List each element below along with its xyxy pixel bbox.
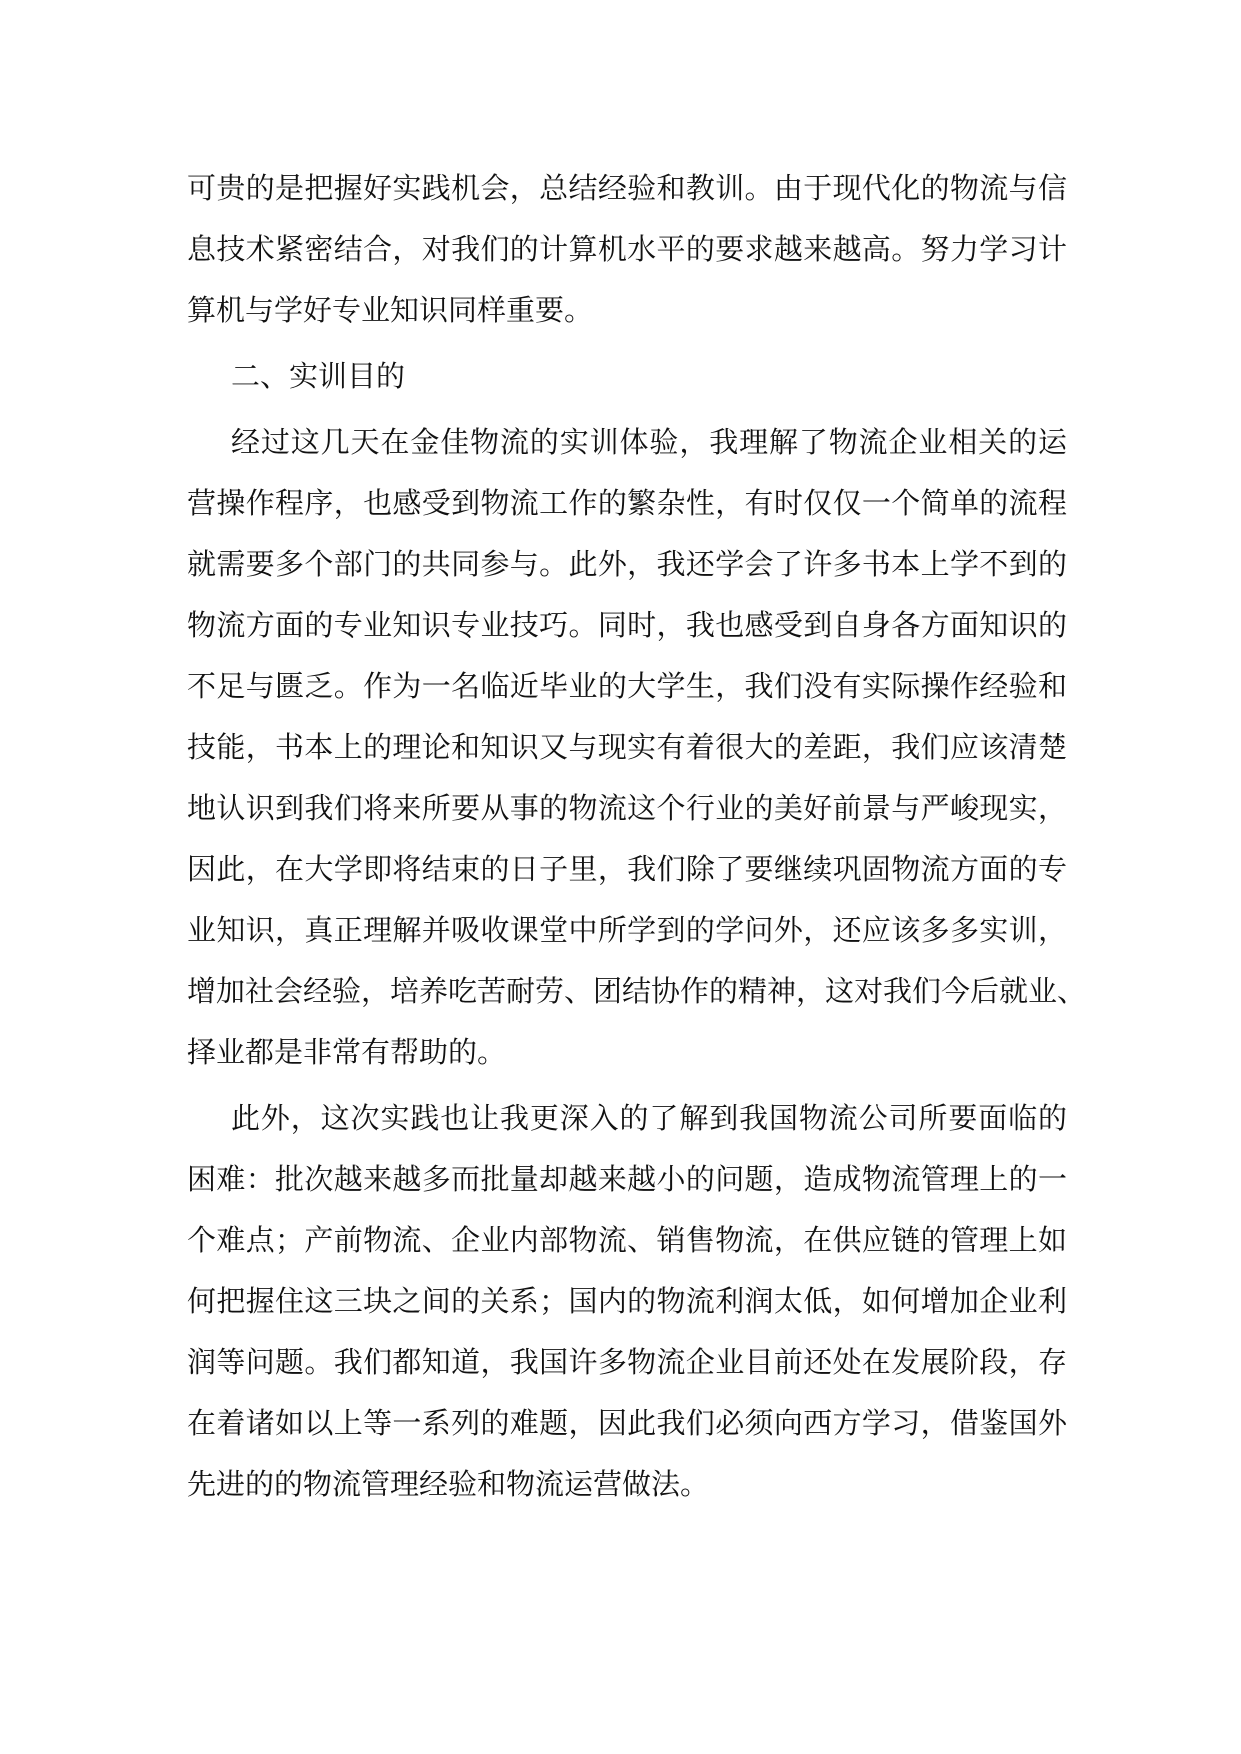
text-line: 可贵的是把握好实践机会，总结经验和教训。由于现代化的物流与信 (187, 171, 1067, 205)
text-line: 因此，在大学即将结束的日子里，我们除了要继续巩固物流方面的专 (187, 852, 1067, 886)
text-line: 就需要多个部门的共同参与。此外，我还学会了许多书本上学不到的 (187, 547, 1067, 581)
text-line: 物流方面的专业知识专业技巧。同时，我也感受到自身各方面知识的 (187, 608, 1067, 642)
text-line: 营操作程序，也感受到物流工作的繁杂性，有时仅仅一个简单的流程 (187, 486, 1067, 520)
text-line: 择业都是非常有帮助的。 (187, 1035, 507, 1069)
paragraph-difficulties (187, 1088, 1067, 1515)
text-line: 此外，这次实践也让我更深入的了解到我国物流公司所要面临的 (231, 1101, 1067, 1135)
text-line: 困难：批次越来越多而批量却越来越小的问题，造成物流管理上的一 (187, 1162, 1067, 1196)
paragraph-intro-continuation (187, 158, 1067, 341)
text-line: 先进的的物流管理经验和物流运营做法。 (187, 1467, 710, 1501)
section-heading (187, 346, 1067, 407)
text-line: 经过这几天在金佳物流的实训体验，我理解了物流企业相关的运 (231, 425, 1067, 459)
text-line: 地认识到我们将来所要从事的物流这个行业的美好前景与严峻现实， (187, 791, 1067, 825)
document-body (187, 158, 1087, 1515)
text-line: 增加社会经验，培养吃苦耐劳、团结协作的精神，这对我们今后就业、 (187, 974, 1087, 1008)
text-line: 业知识，真正理解并吸收课堂中所学到的学问外，还应该多多实训， (187, 913, 1067, 947)
text-line: 润等问题。我们都知道，我国许多物流企业目前还处在发展阶段，存 (187, 1345, 1067, 1379)
text-line: 在着诸如以上等一系列的难题，因此我们必须向西方学习，借鉴国外 (187, 1406, 1067, 1440)
text-line: 不足与匮乏。作为一名临近毕业的大学生，我们没有实际操作经验和 (187, 669, 1067, 703)
text-line: 算机与学好专业知识同样重要。 (187, 293, 594, 327)
paragraph-purpose (187, 412, 1087, 1083)
heading-text: 二、实训目的 (231, 359, 406, 393)
text-line: 个难点；产前物流、企业内部物流、销售物流，在供应链的管理上如 (187, 1223, 1067, 1257)
text-line: 息技术紧密结合，对我们的计算机水平的要求越来越高。努力学习计 (187, 232, 1067, 266)
text-line: 何把握住这三块之间的关系；国内的物流利润太低，如何增加企业利 (187, 1284, 1067, 1318)
text-line: 技能，书本上的理论和知识又与现实有着很大的差距，我们应该清楚 (187, 730, 1067, 764)
